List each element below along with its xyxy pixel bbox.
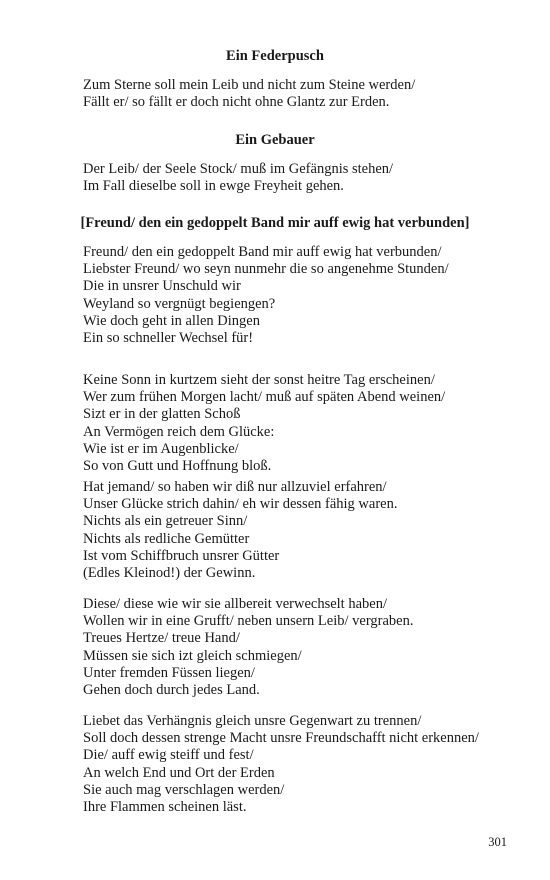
verse-line: Wer zum frühen Morgen lacht/ muß auf späten Abend weinen/	[83, 389, 446, 406]
poem-gebauer	[83, 161, 543, 195]
verse-line: Treues Hertze/ treue Hand/	[83, 630, 240, 647]
verse-line: An Vermögen reich dem Glücke:	[83, 423, 275, 440]
verse-line: Liebster Freund/ wo seyn nunmehr die so angenehme Stunden/	[83, 261, 449, 278]
verse-line: Im Fall dieselbe soll in ewge Freyheit gehen.	[83, 178, 344, 195]
verse-line: Diese/ diese wie wir sie allbereit verwechselt haben/	[83, 596, 387, 612]
verse-line: Sie auch mag verschlagen werden/	[83, 781, 285, 798]
verse-line: Die in unsrer Unschuld wir	[83, 278, 241, 295]
verse-line: Weyland so vergnügt begiengen?	[83, 295, 276, 312]
verse-line: (Edles Kleinod!) der Gewinn.	[83, 564, 256, 581]
poem-federpusch	[83, 77, 543, 111]
verse-line: Liebet das Verhängnis gleich unsre Gegenwart zu trennen/	[83, 713, 422, 729]
verse-line: Die/ auff ewig steiff und fest/	[83, 747, 254, 764]
verse-line: Sizt er in der glatten Schoß	[83, 406, 241, 423]
verse-line: Fällt er/ so fällt er doch nicht ohne Glantz zur Erden.	[83, 94, 390, 111]
verse-line: Ist vom Schiffbruch unsrer Gütter	[83, 547, 280, 564]
verse-line: Soll doch dessen strenge Macht unsre Freundschafft nicht erkennen/	[83, 730, 479, 747]
verse-line: Wie ist er im Augenblicke/	[83, 440, 239, 457]
stanza-3	[83, 479, 543, 582]
stanza-2	[83, 372, 543, 475]
verse-line: An welch End und Ort der Erden	[83, 764, 275, 781]
stanza-1	[83, 244, 543, 347]
stanza-5	[83, 713, 543, 816]
verse-line: Ihre Flammen scheinen läst.	[83, 798, 247, 815]
verse-line: Keine Sonn in kurtzem sieht der sonst heitre Tag erscheinen/	[83, 372, 435, 388]
verse-line: So von Gutt und Hoffnung bloß.	[83, 457, 272, 474]
verse-line: Wollen wir in eine Grufft/ neben unsern Leib/ vergraben.	[83, 613, 414, 630]
verse-line: Nichts als redliche Gemütter	[83, 530, 250, 547]
page-number: 301	[488, 835, 507, 849]
verse-line: Hat jemand/ so haben wir diß nur allzuviel erfahren/	[83, 479, 387, 495]
poem-title-federpusch: Ein Federpusch	[226, 48, 324, 64]
verse-line: Der Leib/ der Seele Stock/ muß im Gefängnis stehen/	[83, 161, 394, 177]
poem-title-gebauer: Ein Gebauer	[235, 132, 315, 148]
verse-line: Unter fremden Füssen liegen/	[83, 664, 255, 681]
poem-title-freund: [Freund/ den ein gedoppelt Band mir auff ewig hat verbunden]	[80, 215, 470, 231]
verse-line: Gehen doch durch jedes Land.	[83, 681, 260, 698]
verse-line: Nichts als ein getreuer Sinn/	[83, 513, 248, 530]
verse-line: Ein so schneller Wechsel für!	[83, 329, 254, 346]
verse-line: Freund/ den ein gedoppelt Band mir auff ewig hat verbunden/	[83, 244, 442, 260]
stanza-4	[83, 596, 543, 699]
verse-line: Zum Sterne soll mein Leib und nicht zum Steine werden/	[83, 77, 416, 93]
verse-line: Wie doch geht in allen Dingen	[83, 312, 260, 329]
verse-line: Müssen sie sich izt gleich schmiegen/	[83, 647, 302, 664]
verse-line: Unser Glücke strich dahin/ eh wir dessen fähig waren.	[83, 496, 398, 513]
